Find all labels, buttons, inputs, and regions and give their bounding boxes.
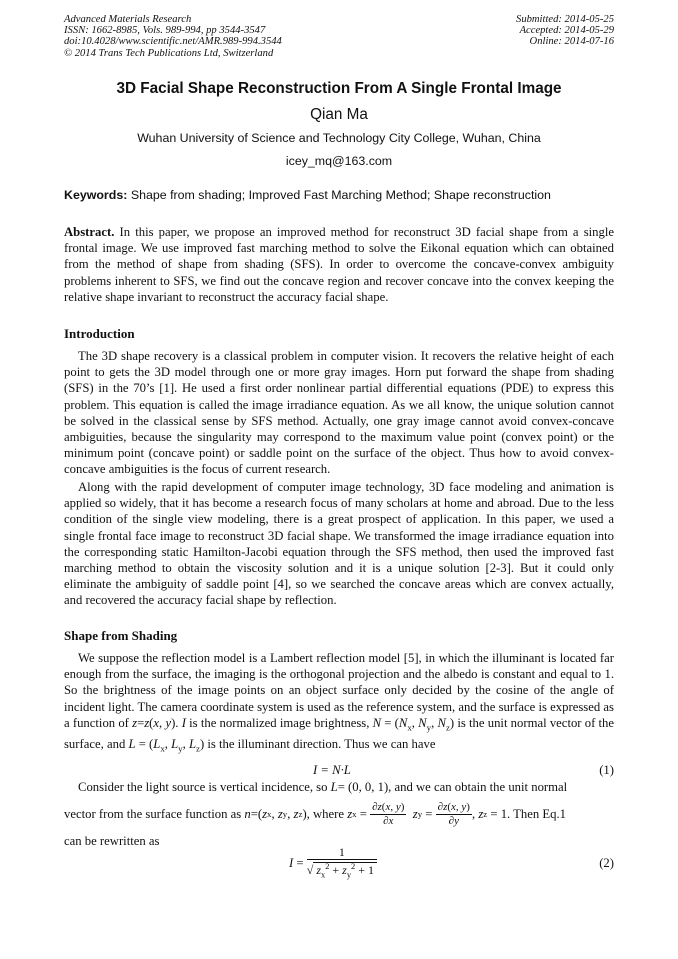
author-name: Qian Ma	[310, 106, 368, 123]
introduction-heading: Introduction	[64, 326, 135, 341]
submitted-date: Submitted: 2014-05-25	[516, 14, 614, 25]
accepted-date: Accepted: 2014-05-29	[519, 25, 614, 37]
journal-name: Advanced Materials Research	[64, 14, 192, 25]
equation-1-number: (1)	[599, 763, 614, 777]
online-date: Online: 2014-07-16	[529, 36, 614, 48]
author-email[interactable]: icey_mq@163.com	[285, 154, 393, 168]
sfs-paragraph-2-line-2: vector from the surface function as n =( z x , z y , z z ), where z x = $\frac{\partial z(x, y)}{\partial x}$ z y = $\frac{\partial z(x, y)}{\partial y}$ , z z = 1 . Then Eq.1	[64, 800, 567, 827]
journal-header-left	[64, 14, 282, 59]
keywords-text: Shape from shading; Improved Fast Marching Method; Shape reconstruction	[130, 188, 551, 202]
equation-1: I = N·L	[313, 763, 351, 777]
issn-line: ISSN: 1662-8985, Vols. 989-994, pp 3544-3547	[64, 25, 266, 37]
partial-derivative-x: $\frac{\partial z(x, y)}{\partial x}$	[372, 800, 405, 827]
equation-2-number: (2)	[599, 856, 614, 870]
abstract	[64, 224, 614, 305]
partial-derivative-y: $\frac{\partial z(x, y)}{\partial y}$	[437, 800, 470, 827]
abstract-label: Abstract.	[64, 225, 115, 239]
introduction-paragraph-2: Along with the rapid development of computer image technology, 3D face modeling and animation is applied so widely, that it has become a research focus of many scholars at home and abroad. Due to the less condition of the single view modeling, there is a great prospect of application. In this paper, we used a single frontal face image to reconstruct 3D facial shape. We transformed the image irradiance equation into the corresponding static Hamilton-Jacobi equation through the SFS method, then used the improved fast marching method to obtain the viscosity solution and it is a unique solution [2-3]. But it could only eliminate the ambiguity of saddle point [4], so we searched the concave areas which are convex actually, and recovered the accuracy facial shape by reflection.	[64, 480, 614, 608]
journal-header-right	[516, 14, 614, 48]
doi-link[interactable]: doi:10.4028/www.scientific.net/AMR.989-994.3544	[64, 36, 282, 48]
sfs-paragraph-1: We suppose the reflection model is a Lambert reflection model [5], in which the illuminant is located far enough from the surface, the imaging is the orthogonal projection and the albedo is constant and equal to 1. So the brightness of the image points on an object surface only decided by the cosine of the angle of incident light. The camera coordinate system is used as the reference system, and the surface is expressed as a function of z=z(x, y). I is the normalized image brightness, $N = (N_x$, $N_y$, $N_z$) is the unit normal vector of the surface, and $L = (L_x$, $L_y$, $L_z$) is the illuminant direction. Thus we can have	[64, 651, 615, 754]
copyright-line: © 2014 Trans Tech Publications Ltd, Switzerland	[64, 47, 274, 59]
keywords-label: Keywords:	[64, 188, 128, 202]
keywords	[64, 188, 624, 202]
abstract-text: In this paper, we propose an improved method for reconstruct 3D facial shape from a single frontal image. We use improved fast marching method to solve the Eikonal equation which can obtained from the method of shape from shading (SFS). In order to overcome the concave-convex ambiguity problems inherent to SFS, we find out the concave region and recover concave into the convex keeping the relative shape invariant to reconstruct the accuracy facial shape.	[64, 225, 614, 304]
equation-2: I = $\frac{1}{√ z_x^2 + z_y^2 + 1}$	[289, 846, 377, 881]
introduction-paragraph-1: The 3D shape recovery is a classical problem in computer vision. It recovers the relative height of each point to gets the 3D model through one or more gray images. Horn put forward the shape from shading (SFS) in the 70’s [1]. He used a first order nonlinear partial differential equations (PDE) to express this problem. This equation is called the image irradiance equation. As we all know, the unique solution cannot be solved in the classical sense by SFS method. Actually, one gray image cannot avoid convex-concave ambiguities, because the singularity may correspond to the maximum value point (convex point) or the minimum point (concave point) or saddle point on the surface of the object. Thus how to avoid convex-concave ambiguities is the focus of current research.	[64, 349, 614, 477]
sfs-heading: Shape from Shading	[64, 628, 178, 643]
paper-title: 3D Facial Shape Reconstruction From A Single Frontal Image	[116, 80, 562, 97]
sfs-paragraph-2-line-1: Consider the light source is vertical incidence, so L= (0, 0, 1), and we can obtain the unit normal	[78, 780, 568, 794]
affiliation: Wuhan University of Science and Technology City College, Wuhan, China	[137, 131, 541, 145]
sfs-paragraph-2-line-3: can be rewritten as	[64, 834, 160, 848]
